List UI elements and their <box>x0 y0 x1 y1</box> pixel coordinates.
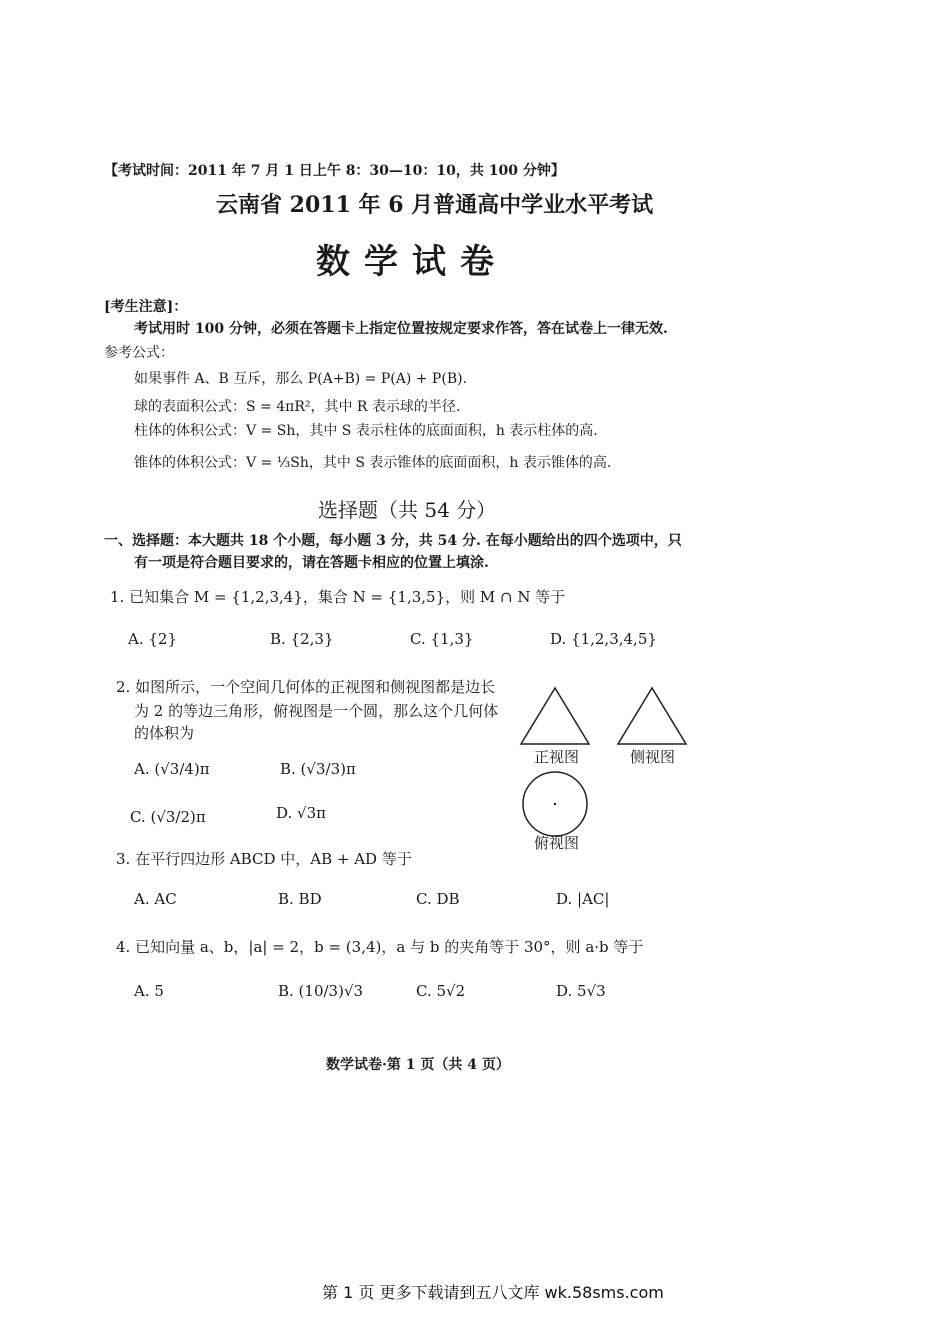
q3-stem: 3. 在平行四边形 ABCD 中，AB + AD 等于 <box>116 850 412 868</box>
download-footer: 第 1 页 更多下载请到五八文库 wk.58sms.com <box>322 1283 664 1302</box>
formula-addition: 如果事件 A、B 互斥，那么 P(A+B) = P(A) + P(B). <box>134 371 468 387</box>
q2-stem-1: 2. 如图所示，一个空间几何体的正视图和侧视图都是边长 <box>116 678 496 696</box>
q4-stem: 4. 已知向量 a、b，|a| = 2，b = (3,4)，a 与 b 的夹角等于 30°，则 a·b 等于 <box>116 938 644 956</box>
q4-option-b: B. (10/3)√3 <box>278 982 364 1000</box>
q2-option-d: D. √3π <box>276 804 326 822</box>
side-view-label: 侧视图 <box>630 748 676 766</box>
q3-option-b: B. BD <box>278 890 322 908</box>
exam-time: 【考试时间：2011 年 7 月 1 日上午 8：30—10：10，共 100 分钟】 <box>104 163 565 179</box>
q1-option-b: B. {2,3} <box>270 630 334 648</box>
q4-option-c: C. 5√2 <box>416 982 466 1000</box>
section-instructions-1: 一、选择题：本大题共 18 个小题，每小题 3 分，共 54 分. 在每小题给出的四个选项中，只 <box>104 533 682 549</box>
top-view-label: 俯视图 <box>534 834 580 852</box>
q2-option-a: A. (√3/4)π <box>134 760 210 778</box>
q3-option-d: D. |AC| <box>556 890 610 908</box>
q2-option-c: C. (√3/2)π <box>130 808 206 826</box>
q4-option-a: A. 5 <box>134 982 164 1000</box>
q2-stem-3: 的体积为 <box>134 724 195 742</box>
q1-stem: 1. 已知集合 M = {1,2,3,4}，集合 N = {1,3,5}，则 M ∩ N 等于 <box>110 588 566 606</box>
formula-cone: 锥体的体积公式：V = ⅓Sh，其中 S 表示锥体的底面面积，h 表示锥体的高. <box>134 455 612 471</box>
q1-option-d: D. {1,2,3,4,5} <box>550 630 657 648</box>
formula-heading: 参考公式： <box>104 345 174 361</box>
notice-heading: [考生注意]： <box>104 299 188 315</box>
front-view-label: 正视图 <box>534 748 580 766</box>
top-view-center-dot <box>554 803 556 805</box>
q1-option-c: C. {1,3} <box>410 630 474 648</box>
section-title: 选择题（共 54 分） <box>318 498 497 522</box>
notice-body: 考试用时 100 分钟，必须在答题卡上指定位置按规定要求作答，答在试卷上一律无效. <box>134 321 668 337</box>
front-view-triangle <box>521 688 589 744</box>
exam-title: 云南省 2011 年 6 月普通高中学业水平考试 <box>216 192 654 218</box>
q2-option-b: B. (√3/3)π <box>280 760 356 778</box>
exam-page-number: 数学试卷·第 1 页（共 4 页） <box>326 1057 510 1073</box>
q3-option-c: C. DB <box>416 890 460 908</box>
subject-title: 数学试卷 <box>316 242 508 282</box>
q3-option-a: A. AC <box>134 890 177 908</box>
section-instructions-2: 有一项是符合题目要求的，请在答题卡相应的位置上填涂. <box>134 555 489 571</box>
q2-stem-2: 为 2 的等边三角形，俯视图是一个圆，那么这个几何体 <box>134 702 499 720</box>
side-view-triangle <box>618 688 686 744</box>
q4-option-d: D. 5√3 <box>556 982 606 1000</box>
q1-option-a: A. {2} <box>128 630 177 648</box>
formula-sphere: 球的表面积公式：S = 4πR²，其中 R 表示球的半径. <box>134 399 461 415</box>
formula-prism: 柱体的体积公式：V = Sh，其中 S 表示柱体的底面面积，h 表示柱体的高. <box>134 423 598 439</box>
